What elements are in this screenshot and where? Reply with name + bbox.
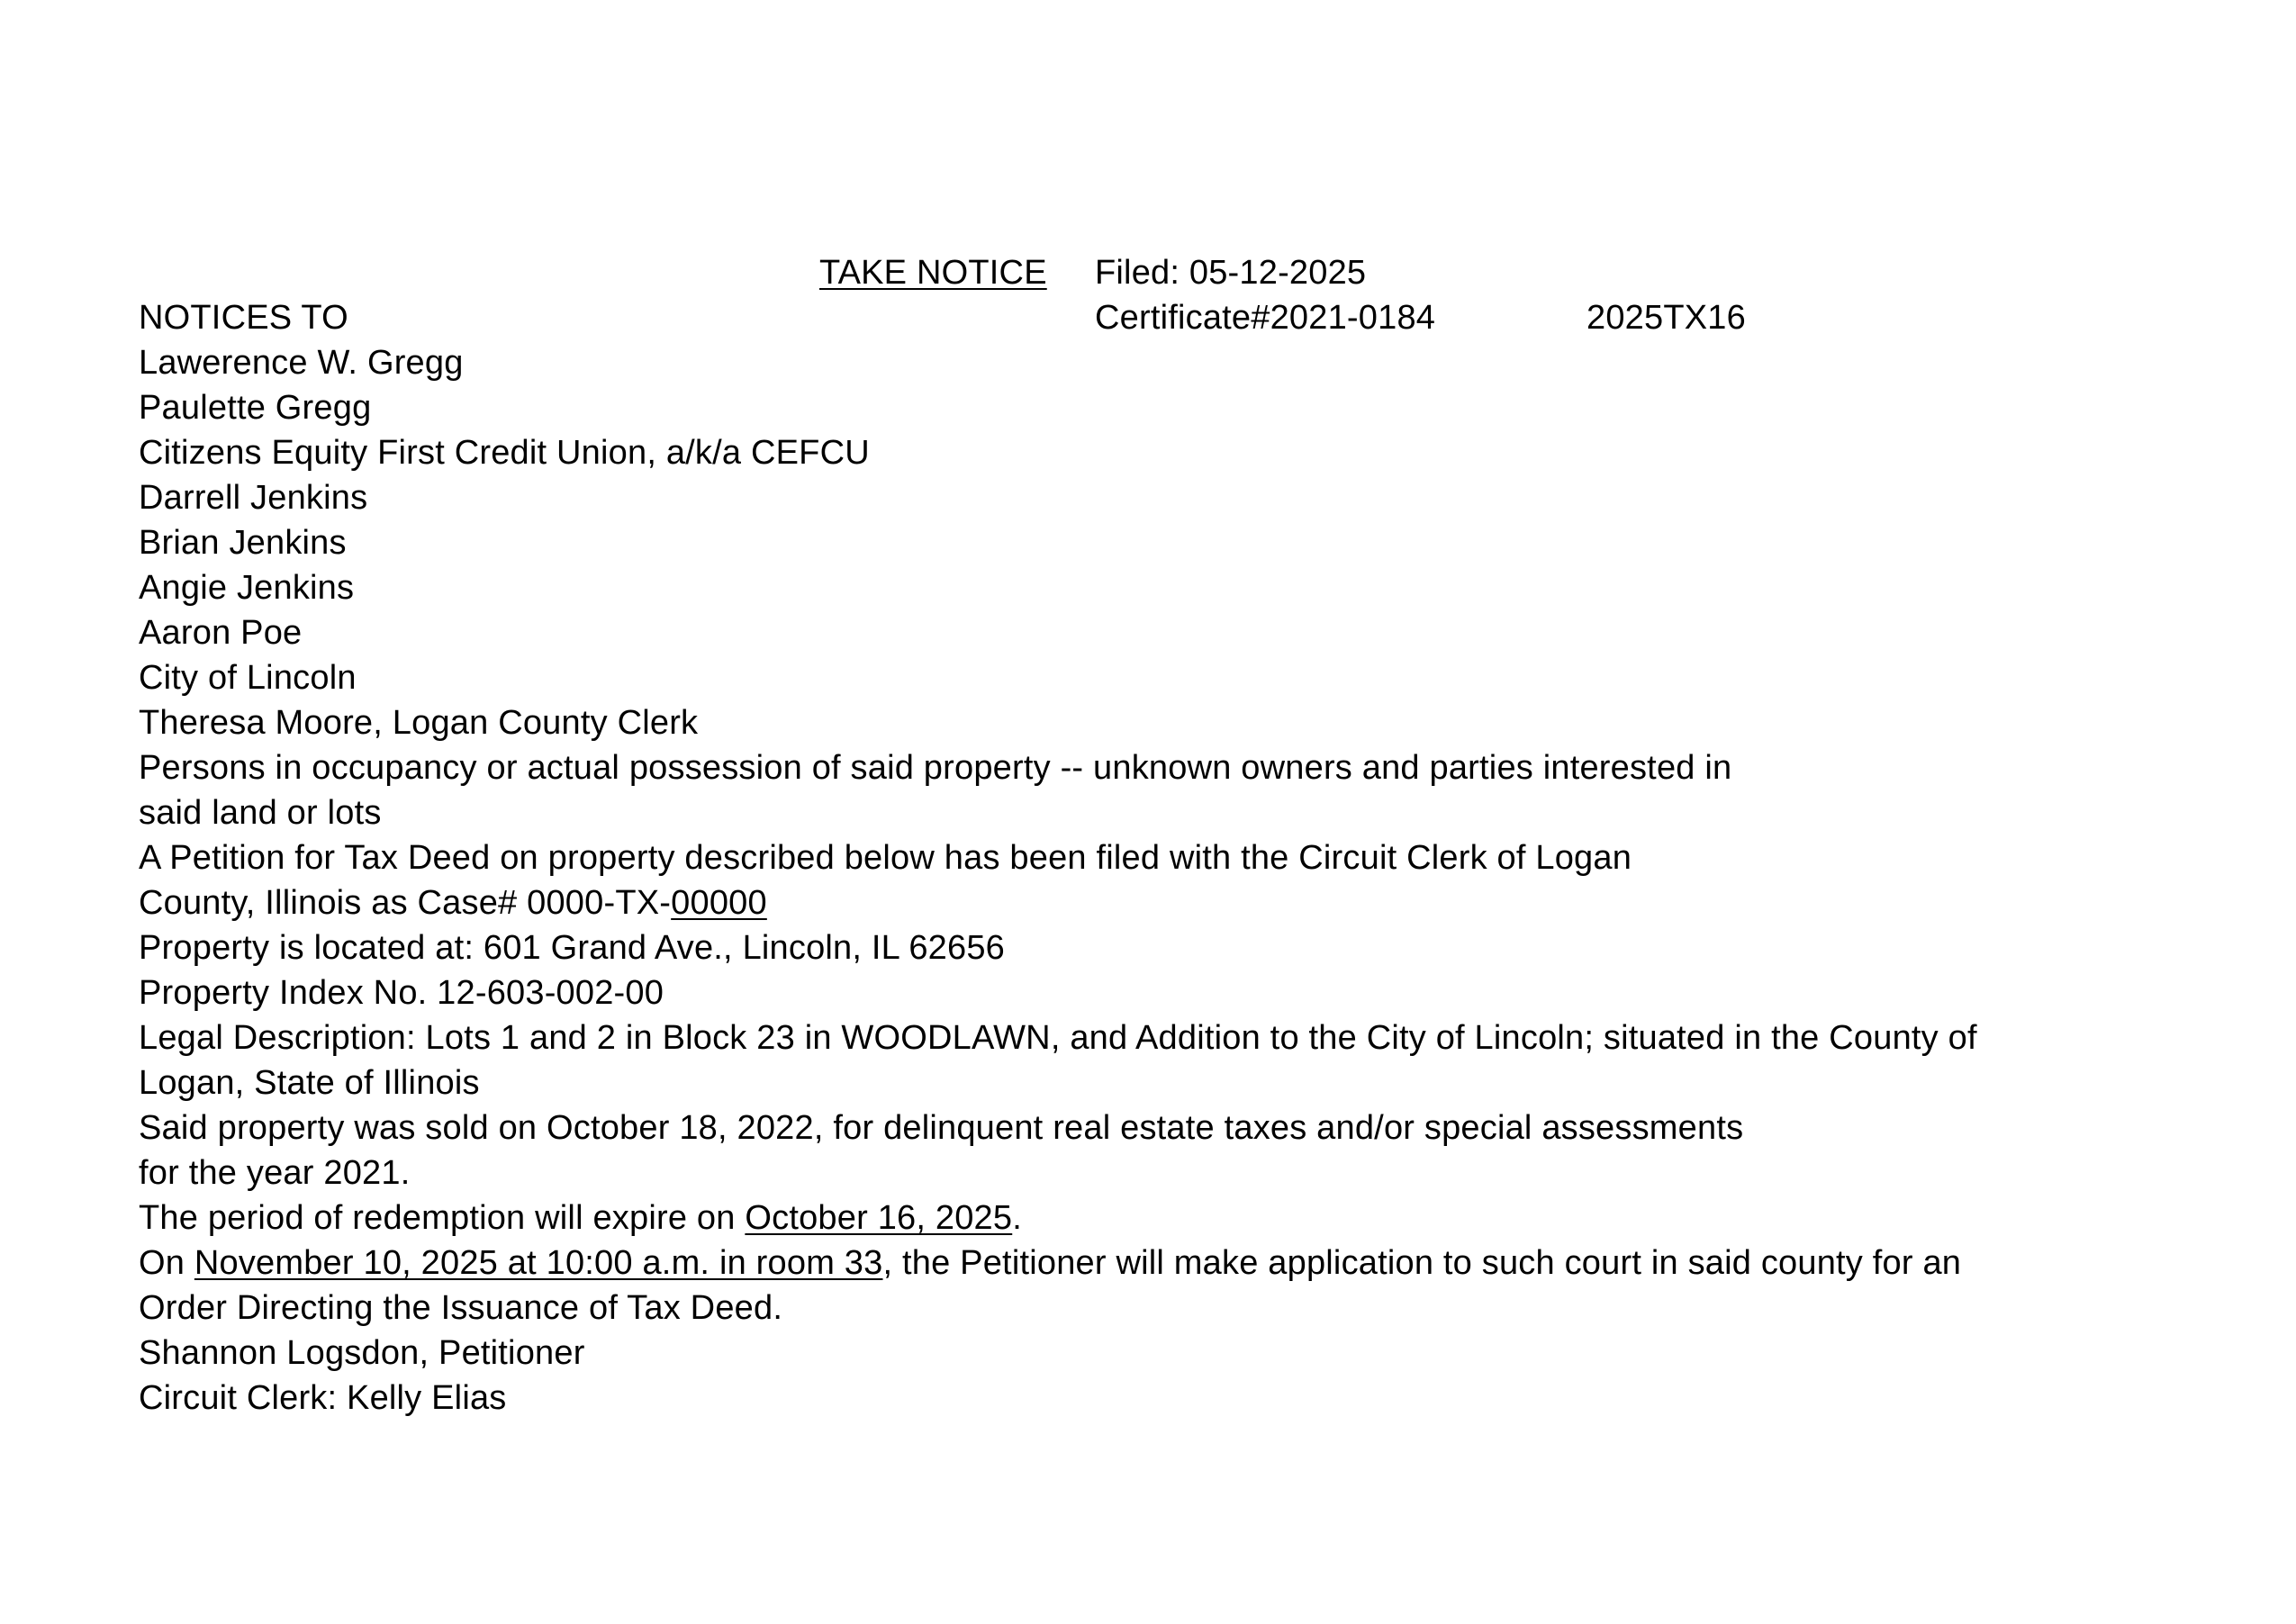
take-notice-title: TAKE NOTICE — [819, 254, 1047, 292]
recipient-line: said land or lots — [139, 794, 382, 832]
notices-to-line — [139, 295, 2246, 340]
sale-line-1: Said property was sold on October 18, 2022, for delinquent real estate taxes and/or special assessments — [139, 1109, 1744, 1147]
recipient-line: Lawerence W. Gregg — [139, 344, 464, 382]
redemption-expiry-date: October 16, 2025 — [745, 1199, 1013, 1237]
hearing-line-2: Order Directing the Issuance of Tax Deed. — [139, 1289, 783, 1327]
hearing-line-1 — [139, 1241, 2246, 1286]
filed-date: Filed: 05-12-2025 — [1095, 254, 1367, 292]
case-number-text: County, Illinois as Case# 0000-TX- — [139, 884, 672, 922]
recipient-line: Citizens Equity First Credit Union, a/k/a CEFCU — [139, 434, 870, 472]
recipient-line: Paulette Gregg — [139, 389, 372, 427]
property-index-line: Property Index No. 12-603-002-00 — [139, 974, 664, 1012]
hearing-suffix: , the Petitioner will make application to such court in said county for an — [882, 1244, 1962, 1282]
recipient-line: Darrell Jenkins — [139, 479, 368, 517]
case-number-blank: 00000 — [671, 884, 767, 922]
hearing-prefix: On — [139, 1244, 194, 1282]
redemption-text: The period of redemption will expire on — [139, 1199, 746, 1237]
legal-description-line-2: Logan, State of Illinois — [139, 1064, 480, 1102]
petition-line: A Petition for Tax Deed on property described below has been filed with the Circuit Clerk of Logan — [139, 839, 1632, 877]
redemption-period-end: . — [1012, 1199, 1022, 1237]
notices-to-label: NOTICES TO — [139, 299, 348, 337]
property-location-line: Property is located at: 601 Grand Ave., Lincoln, IL 62656 — [139, 929, 1006, 967]
case-number-line — [139, 880, 2246, 925]
recipient-line: Aaron Poe — [139, 614, 303, 652]
legal-description-line-1: Legal Description: Lots 1 and 2 in Block 23 in WOODLAWN, and Addition to the City of Lincoln; situated in the County of — [139, 1019, 1977, 1057]
recipient-line: Persons in occupancy or actual possession of said property -- unknown owners and parties interested in — [139, 749, 1732, 787]
document-text — [139, 250, 2246, 1421]
certificate-number: Certificate#2021-0184 — [1095, 299, 1436, 337]
petitioner-line: Shannon Logsdon, Petitioner — [139, 1334, 585, 1372]
recipient-line: Angie Jenkins — [139, 569, 355, 607]
title-line — [139, 250, 2246, 295]
redemption-line — [139, 1195, 2246, 1241]
tax-case-number: 2025TX16 — [1586, 299, 1746, 337]
recipient-line: City of Lincoln — [139, 659, 357, 697]
recipient-line: Theresa Moore, Logan County Clerk — [139, 704, 699, 742]
hearing-datetime: November 10, 2025 at 10:00 a.m. in room 33 — [194, 1244, 883, 1282]
circuit-clerk-line: Circuit Clerk: Kelly Elias — [139, 1379, 507, 1417]
recipient-line: Brian Jenkins — [139, 524, 347, 562]
sale-line-2: for the year 2021. — [139, 1154, 411, 1192]
